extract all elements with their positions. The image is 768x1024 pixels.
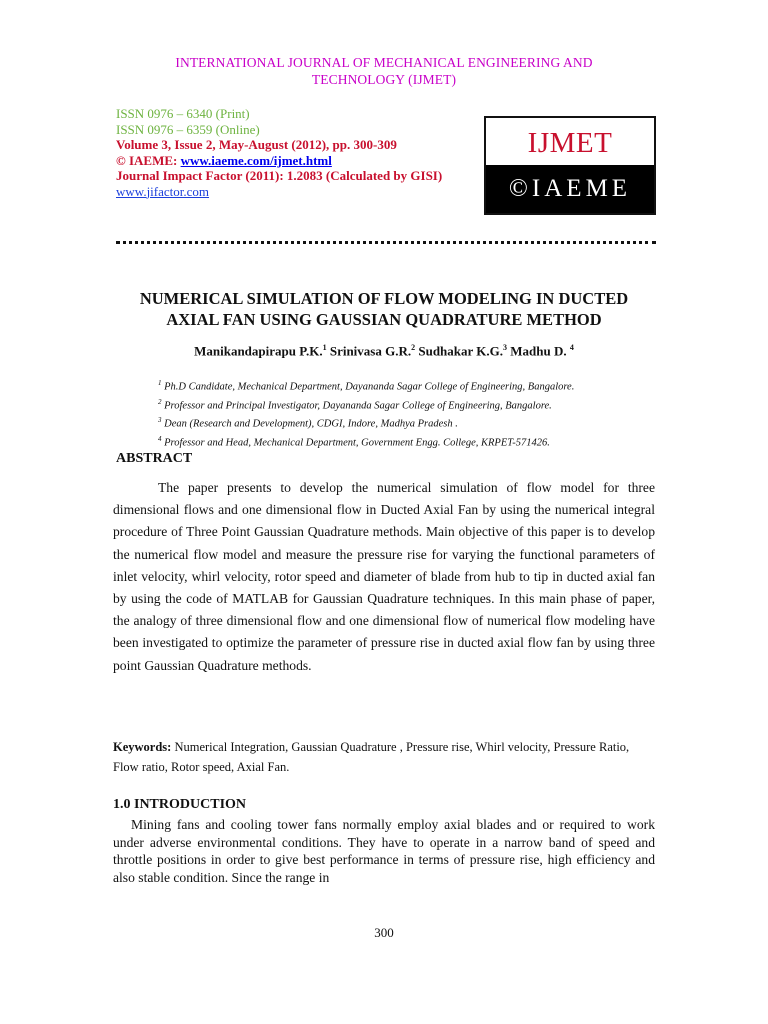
introduction-body bbox=[113, 816, 655, 886]
keywords-text: Numerical Integration, Gaussian Quadrature , Pressure rise, Whirl velocity, Pressure Ratio, Flow ratio, Rotor speed, Axial Fan. bbox=[113, 740, 630, 774]
affiliation-sup: 2 bbox=[158, 397, 162, 406]
affiliation-sup: 4 bbox=[158, 434, 162, 443]
author-name: Sudhakar K.G. bbox=[418, 343, 504, 359]
affiliation-sup: 1 bbox=[158, 379, 162, 387]
impact-factor: Journal Impact Factor (2011): 1.2083 (Calculated by GISI) bbox=[116, 168, 443, 183]
author-sup: 3 bbox=[503, 343, 508, 352]
journal-title-line2: TECHNOLOGY (IJMET) bbox=[311, 72, 457, 87]
journal-info bbox=[116, 106, 442, 199]
logo-top-text: IJMET bbox=[527, 127, 613, 159]
dotted-divider bbox=[116, 241, 656, 244]
issn-online: ISSN 0976 – 6359 (Online) bbox=[116, 121, 260, 137]
paper-title-line2: AXIAL FAN USING GAUSSIAN QUADRATURE METHOD bbox=[166, 310, 602, 329]
journal-title bbox=[0, 54, 768, 88]
paper-title-line1: NUMERICAL SIMULATION OF FLOW MODELING IN DUCTED bbox=[139, 289, 629, 308]
paper-title bbox=[100, 288, 668, 330]
iaeme-prefix: © IAEME: bbox=[116, 152, 181, 168]
affiliation-text: Ph.D Candidate, Mechanical Department, Dayananda Sagar College of Engineering, Bangalore. bbox=[164, 381, 575, 393]
journal-title-line1: INTERNATIONAL JOURNAL OF MECHANICAL ENGINEERING AND bbox=[175, 55, 593, 70]
introduction-paragraph: Mining fans and cooling tower fans normally employ axial blades and or required to work under adverse environmental conditions. They have to operate in a narrow band of speed and throttle positions in order to give best performance in terms of pressure rise, high efficiency and also stable condition. Since the range in bbox=[113, 817, 655, 885]
author-name: Madhu D. bbox=[510, 343, 567, 359]
author-sup: 1 bbox=[322, 343, 327, 352]
keywords bbox=[113, 737, 655, 777]
affiliation-item bbox=[158, 395, 574, 414]
author-list bbox=[0, 343, 768, 359]
author-name: Manikandapirapu P.K. bbox=[194, 343, 323, 359]
iaeme-link[interactable]: www.iaeme.com/ijmet.html bbox=[180, 152, 332, 168]
affiliation-text: Professor and Principal Investigator, Dayananda Sagar College of Engineering, Bangalore. bbox=[164, 400, 552, 411]
introduction-heading: 1.0 INTRODUCTION bbox=[113, 797, 247, 812]
author-sup: 2 bbox=[411, 343, 416, 352]
journal-logo bbox=[484, 116, 656, 215]
volume-info: Volume 3, Issue 2, May-August (2012), pp. 300-309 bbox=[116, 137, 397, 152]
affiliation-item bbox=[158, 376, 574, 395]
affiliations bbox=[158, 376, 574, 450]
jifactor-link[interactable]: www.jifactor.com bbox=[116, 183, 210, 199]
logo-bottom-text: ©IAEME bbox=[486, 165, 654, 213]
author-name: Srinivasa G.R. bbox=[329, 343, 412, 359]
affiliation-item bbox=[158, 413, 574, 432]
keywords-label: Keywords: bbox=[113, 740, 172, 754]
author-sup: 4 bbox=[569, 343, 574, 352]
affiliation-text: Professor and Head, Mechanical Department, Government Engg. College, KRPET-571426. bbox=[164, 437, 550, 448]
abstract-body bbox=[113, 477, 655, 677]
abstract-heading: ABSTRACT bbox=[116, 451, 193, 466]
abstract-paragraph: The paper presents to develop the numerical simulation of flow model for three dimensional flows and one dimensional flow in Ducted Axial Fan by using the numerical integral procedure of Three Point Gaussian Quadrature methods. Main objective of this paper is to develop the numerical flow model and measure the pressure rise for varying the functional parameters of inlet velocity, whirl velocity, rotor speed and diameter of blade from hub to tip in ducted axial fan by using the code of MATLAB for Gaussian Quadrature techniques. In this main phase of paper, the analogy of three dimensional flow and one dimensional flow of numerical flow modeling have been investigated to optimize the parameter of pressure rise in ducted axial flow fan by using three point Gaussian Quadrature methods. bbox=[113, 480, 655, 673]
affiliation-item bbox=[158, 432, 574, 451]
page-number: 300 bbox=[374, 925, 394, 940]
affiliation-sup: 3 bbox=[158, 416, 162, 424]
affiliation-text: Dean (Research and Development), CDGI, Indore, Madhya Pradesh . bbox=[164, 418, 458, 430]
issn-print: ISSN 0976 – 6340 (Print) bbox=[116, 106, 250, 121]
iaeme-line bbox=[116, 153, 442, 169]
